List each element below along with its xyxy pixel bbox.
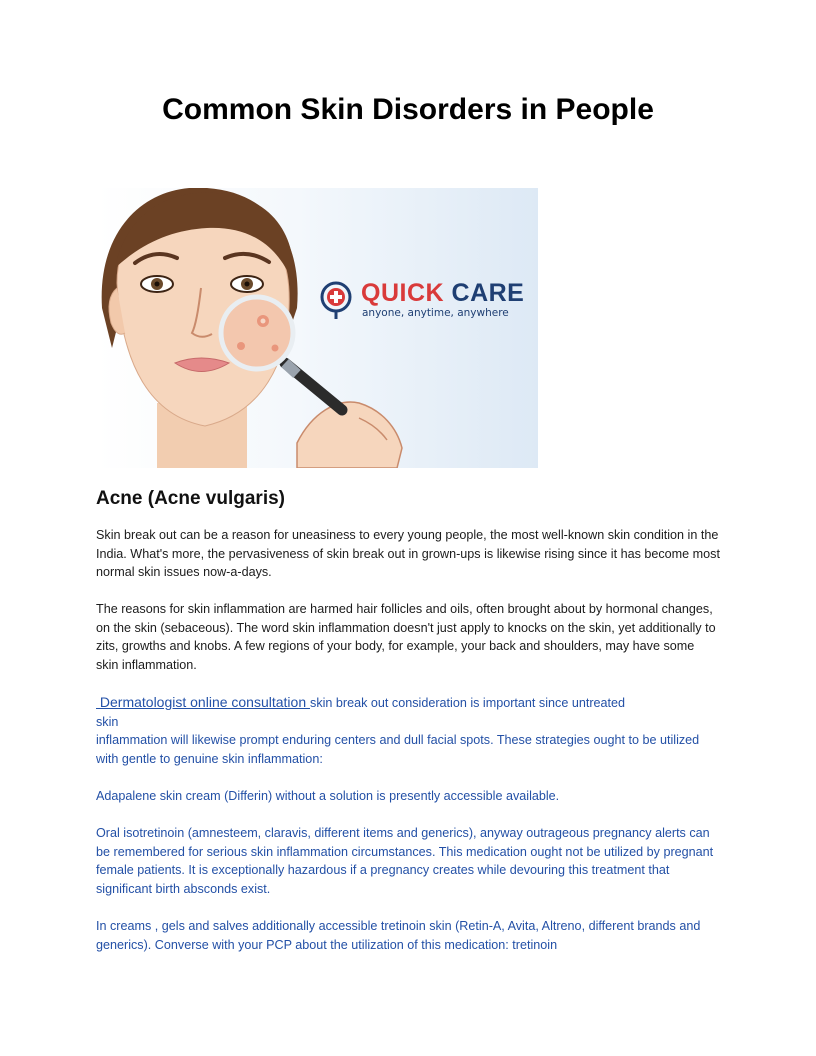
stethoscope-cross-icon [317,278,355,320]
quick-care-logo [317,278,535,324]
consultation-text-rest: inflammation will likewise prompt enduring centers and dull facial spots. These strategies ought to be utilized with gentle to genuine skin inflammation: [96,733,700,766]
paragraph-tretinoin: In creams , gels and salves additionally accessible tretinoin skin (Retin-A, Avita, Altreno, different brands and generics). Converse with your PCP about the utilization of this medication: tretinoin [96,919,701,952]
brand-tagline: anyone, anytime, anywhere [362,307,509,319]
paragraph-isotretinoin: Oral isotretinoin (amnesteem, claravis, different items and generics), anyway outrageous pregnancy alerts can be remembered for serious skin inflammation circumstances. This medication ought not be utilized by pregnant female patients. It is exceptionally hazardous if a pregnancy creates while devouring this treatment that significant birth absconds exist. [96,826,714,896]
consultation-text-line2: skin [96,714,119,729]
section-heading: Acne (Acne vulgaris) [96,488,285,509]
paragraph-consultation [96,693,720,768]
woman-with-magnifier-illustration [97,188,538,468]
dermatologist-consultation-link[interactable]: Dermatologist online consultation [96,694,311,710]
page-title: Common Skin Disorders in People [162,93,654,126]
consultation-text: skin break out consideration is important since untreated [310,696,626,710]
brand-quick: QUICK [361,279,445,307]
paragraph-intro: Skin break out can be a reason for uneasiness to every young people, the most well-known skin condition in the India. What's more, the pervasiveness of skin break out in grown-ups is likewise rising since it has become most normal skin issues now-a-days. [96,528,720,579]
brand-care: CARE [451,279,525,307]
paragraph-adapalene: Adapalene skin cream (Differin) without a solution is presently accessible available. [96,789,560,803]
hero-image [97,188,538,468]
paragraph-causes: The reasons for skin inflammation are harmed hair follicles and oils, often brought about by hormonal changes, on the skin (sebaceous). The word skin inflammation doesn't just apply to knocks on the skin, yet additionally to zits, growths and knobs. A few regions of your body, for example, your back and shoulders, may have some skin inflammation. [96,602,716,672]
